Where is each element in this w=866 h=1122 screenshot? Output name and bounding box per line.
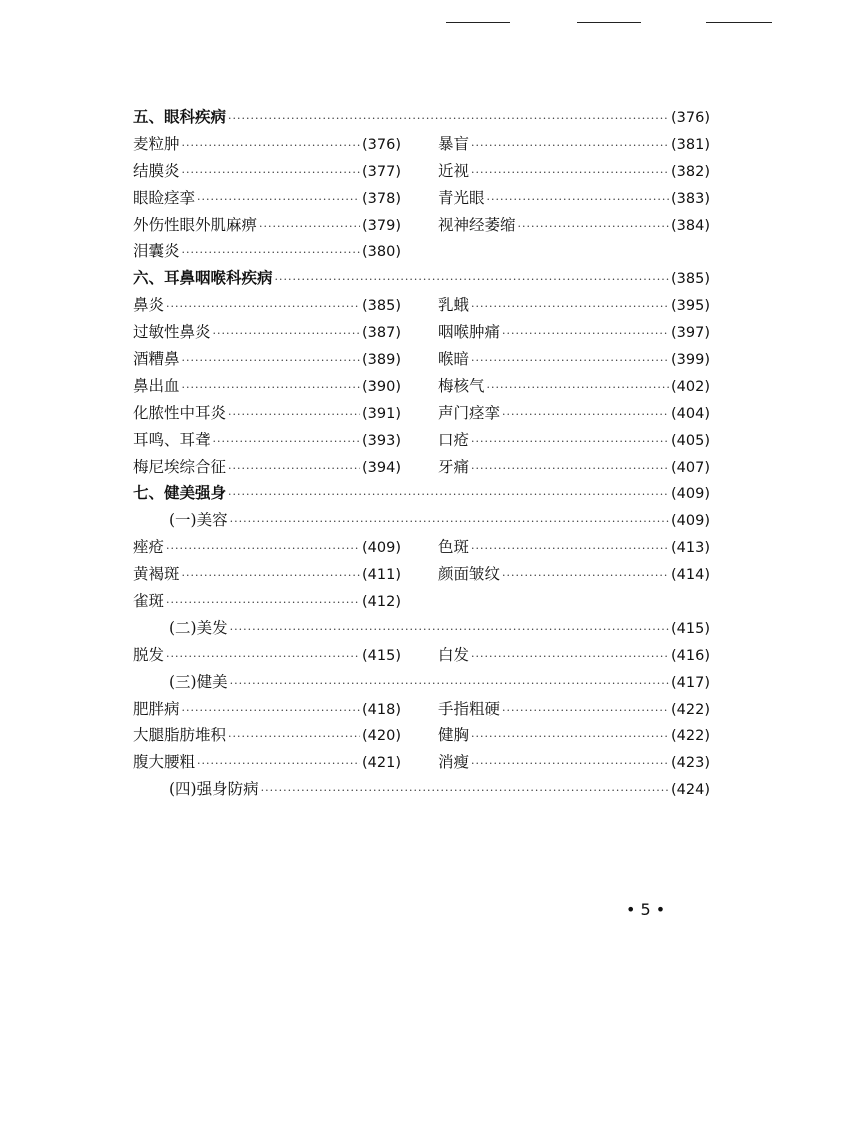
toc-entry (438, 319, 710, 348)
toc-entry-title: 化脓性中耳炎 (133, 403, 227, 422)
dot-leader (213, 429, 360, 456)
dot-leader (487, 375, 669, 402)
toc-row (133, 319, 710, 346)
dot-leader (182, 375, 360, 402)
toc-entry-page: (390) (362, 378, 401, 395)
toc-entry-title: 青光眼 (438, 188, 485, 207)
toc-entry-page: (402) (671, 378, 710, 395)
dot-leader (471, 160, 669, 187)
toc-entry-title: 消瘦 (438, 753, 470, 772)
toc-entry (438, 696, 710, 725)
toc-entry-page: (389) (362, 352, 401, 369)
toc-row (133, 185, 710, 212)
dot-leader (261, 778, 669, 805)
toc-row (133, 561, 710, 588)
toc-entry-page: (423) (671, 755, 710, 772)
toc-entry-page: (395) (671, 298, 710, 315)
toc-row (133, 454, 710, 481)
toc-section-row (133, 104, 710, 131)
toc-entry-title: 肥胖病 (133, 699, 180, 718)
dot-leader (502, 698, 669, 725)
toc-row (133, 346, 710, 373)
toc-entry (133, 238, 401, 267)
toc-entry (133, 749, 401, 778)
toc-entry-page: (382) (671, 163, 710, 180)
toc-entry-page: (379) (362, 217, 401, 234)
header-rule-1 (446, 22, 510, 23)
toc-row (133, 373, 710, 400)
dot-leader (230, 671, 669, 698)
toc-entry-title: 近视 (438, 161, 470, 180)
toc-entry (438, 292, 710, 321)
toc-entry-page: (413) (671, 540, 710, 557)
toc-entry-title: 鼻炎 (133, 296, 165, 315)
toc-entry (133, 588, 401, 617)
toc-entry-title: 暴盲 (438, 134, 470, 153)
toc-entry (133, 373, 401, 402)
toc-entry (133, 292, 401, 321)
toc-entry (133, 319, 401, 348)
toc-entry-title: (四)强身防病 (169, 780, 259, 799)
toc-entry (438, 427, 710, 456)
toc-entry-page: (381) (671, 136, 710, 153)
toc-entry-title: (三)健美 (169, 672, 228, 691)
toc-entry-title: 口疮 (438, 430, 470, 449)
toc-entry-title: 咽喉肿痛 (438, 323, 501, 342)
toc-entry (438, 131, 710, 160)
toc-entry-title: 酒糟鼻 (133, 350, 180, 369)
dot-leader (502, 321, 669, 348)
toc-entry-title: 腹大腰粗 (133, 753, 196, 772)
toc-entry-title: 黄褐斑 (133, 565, 180, 584)
toc-row (133, 588, 710, 615)
dot-leader (228, 106, 669, 133)
toc-entry (133, 346, 401, 375)
page-number: • 5 • (626, 900, 666, 919)
toc-entry (438, 722, 710, 751)
toc-entry-title: 白发 (438, 645, 470, 664)
toc-entry-page: (409) (362, 540, 401, 557)
toc-entry-page: (412) (362, 594, 401, 611)
toc-entry-page: (380) (362, 244, 401, 261)
toc-entry-page: (422) (671, 701, 710, 718)
toc-entry (133, 561, 401, 590)
toc-entry-title: 大腿脂肪堆积 (133, 726, 227, 745)
toc-entry-page: (385) (671, 271, 710, 288)
toc-entry-page: (394) (362, 459, 401, 476)
toc-entry (438, 534, 710, 563)
toc-entry (133, 642, 401, 671)
dot-leader (166, 590, 360, 617)
toc-entry (133, 158, 401, 187)
toc-entry (438, 749, 710, 778)
dot-leader (275, 267, 669, 294)
toc-entry (133, 507, 710, 536)
toc-entry-title: 视神经萎缩 (438, 215, 516, 234)
toc-entry-page: (387) (362, 325, 401, 342)
toc-row (133, 722, 710, 749)
toc-section-row (133, 480, 710, 507)
toc-entry-title: 梅尼埃综合征 (133, 457, 227, 476)
toc-entry-page: (393) (362, 432, 401, 449)
toc-entry-title: 六、耳鼻咽喉科疾病 (133, 268, 273, 288)
dot-leader (166, 294, 360, 321)
dot-leader (502, 402, 669, 429)
toc-entry-title: 喉暗 (438, 350, 470, 369)
toc-entry-page: (424) (671, 782, 710, 799)
toc-entry (438, 400, 710, 429)
toc-entry-page: (418) (362, 701, 401, 718)
toc-entry-page: (421) (362, 755, 401, 772)
toc-entry-page: (404) (671, 405, 710, 422)
toc-entry-title: (一)美容 (169, 511, 228, 530)
toc-entry-page: (414) (671, 567, 710, 584)
dot-leader (471, 133, 669, 160)
toc-entry (133, 534, 401, 563)
toc-entry (133, 480, 710, 509)
dot-leader (197, 187, 360, 214)
dot-leader (230, 509, 669, 536)
toc-entry-title: 雀斑 (133, 592, 165, 611)
toc-entry-page: (417) (671, 674, 710, 691)
toc-entry-page: (383) (671, 190, 710, 207)
toc-entry-title: 声门痉挛 (438, 403, 501, 422)
toc-section-row (133, 265, 710, 292)
dot-leader (228, 724, 360, 751)
toc-entry (438, 185, 710, 214)
toc-entry-title: 脱发 (133, 645, 165, 664)
dot-leader (471, 724, 669, 751)
toc-entry-page: (405) (671, 432, 710, 449)
toc-entry-title: 麦粒肿 (133, 134, 180, 153)
toc-entry (133, 104, 710, 133)
dot-leader (228, 402, 360, 429)
toc-entry-page: (420) (362, 728, 401, 745)
dot-leader (182, 563, 360, 590)
toc-entry (438, 346, 710, 375)
dot-leader (259, 214, 360, 241)
dot-leader (230, 617, 669, 644)
dot-leader (182, 698, 360, 725)
toc-entry-page: (391) (362, 405, 401, 422)
dot-leader (182, 160, 360, 187)
dot-leader (182, 348, 360, 375)
toc-row (133, 534, 710, 561)
toc-entry-title: 颜面皱纹 (438, 565, 501, 584)
toc-entry (133, 185, 401, 214)
toc-entry-title: 牙痛 (438, 457, 470, 476)
toc-row (133, 749, 710, 776)
dot-leader (228, 482, 669, 509)
toc-entry-page: (415) (671, 620, 710, 637)
toc-entry-title: 结膜炎 (133, 161, 180, 180)
dot-leader (471, 751, 669, 778)
toc-entry-page: (407) (671, 459, 710, 476)
toc-row (133, 292, 710, 319)
toc-entry-page: (411) (362, 567, 401, 584)
toc-entry (133, 669, 710, 698)
toc-row (133, 131, 710, 158)
toc-entry-page: (385) (362, 298, 401, 315)
toc-entry (438, 454, 710, 483)
toc-entry-page: (415) (362, 647, 401, 664)
toc-entry (438, 561, 710, 590)
toc-entry-title: 乳蛾 (438, 296, 470, 315)
dot-leader (166, 644, 360, 671)
toc-entry (133, 454, 401, 483)
toc-entry-page: (416) (671, 647, 710, 664)
toc-entry-page: (384) (671, 217, 710, 234)
toc-row (133, 400, 710, 427)
toc-entry-page: (399) (671, 352, 710, 369)
dot-leader (213, 321, 360, 348)
toc-row (133, 238, 710, 265)
toc-entry (133, 131, 401, 160)
dot-leader (471, 644, 669, 671)
toc-entry-title: 七、健美强身 (133, 483, 227, 503)
toc-entry-title: 健胸 (438, 726, 470, 745)
dot-leader (228, 456, 360, 483)
toc-entry (133, 427, 401, 456)
dot-leader (502, 563, 669, 590)
toc-entry (133, 212, 401, 241)
toc-entry-page: (377) (362, 163, 401, 180)
dot-leader (471, 429, 669, 456)
dot-leader (166, 536, 360, 563)
toc-entry-title: 梅核气 (438, 376, 485, 395)
dot-leader (471, 536, 669, 563)
toc-section-row (133, 669, 710, 696)
toc-entry-title: 耳鸣、耳聋 (133, 430, 211, 449)
header-rule-2 (577, 22, 641, 23)
toc-entry (133, 400, 401, 429)
toc-entry (133, 265, 710, 294)
toc-row (133, 158, 710, 185)
dot-leader (487, 187, 669, 214)
dot-leader (471, 456, 669, 483)
toc-entry (133, 696, 401, 725)
toc-entry-title: 五、眼科疾病 (133, 107, 227, 126)
header-rule-3 (706, 22, 772, 23)
toc-entry-title: (二)美发 (169, 618, 228, 637)
toc-section-row (133, 776, 710, 803)
toc-row (133, 427, 710, 454)
toc-entry-title: 泪囊炎 (133, 242, 180, 261)
toc-entry-page: (378) (362, 190, 401, 207)
toc-row (133, 696, 710, 723)
toc-entry-page: (376) (671, 110, 710, 126)
toc-entry (133, 722, 401, 751)
toc-entry (438, 373, 710, 402)
dot-leader (518, 214, 669, 241)
toc-entry (438, 158, 710, 187)
toc-entry-title: 痤疮 (133, 538, 165, 557)
toc-entry-title: 鼻出血 (133, 376, 180, 395)
toc-entry (133, 615, 710, 644)
table-of-contents (133, 104, 710, 803)
dot-leader (197, 751, 360, 778)
toc-row (133, 212, 710, 239)
toc-section-row (133, 615, 710, 642)
toc-entry-page: (397) (671, 325, 710, 342)
toc-entry (133, 776, 710, 805)
toc-entry-page: (409) (671, 486, 710, 503)
toc-section-row (133, 507, 710, 534)
toc-entry-page: (409) (671, 513, 710, 530)
dot-leader (182, 240, 360, 267)
toc-entry-title: 过敏性鼻炎 (133, 323, 211, 342)
toc-entry-title: 手指粗硬 (438, 699, 501, 718)
dot-leader (471, 348, 669, 375)
toc-entry-page: (422) (671, 728, 710, 745)
dot-leader (471, 294, 669, 321)
dot-leader (182, 133, 360, 160)
toc-entry (438, 212, 710, 241)
toc-row (133, 642, 710, 669)
toc-entry-page: (376) (362, 136, 401, 153)
toc-entry-title: 外伤性眼外肌麻痹 (133, 215, 258, 234)
toc-entry-title: 眼睑痉挛 (133, 188, 196, 207)
toc-entry (438, 642, 710, 671)
toc-entry-title: 色斑 (438, 538, 470, 557)
